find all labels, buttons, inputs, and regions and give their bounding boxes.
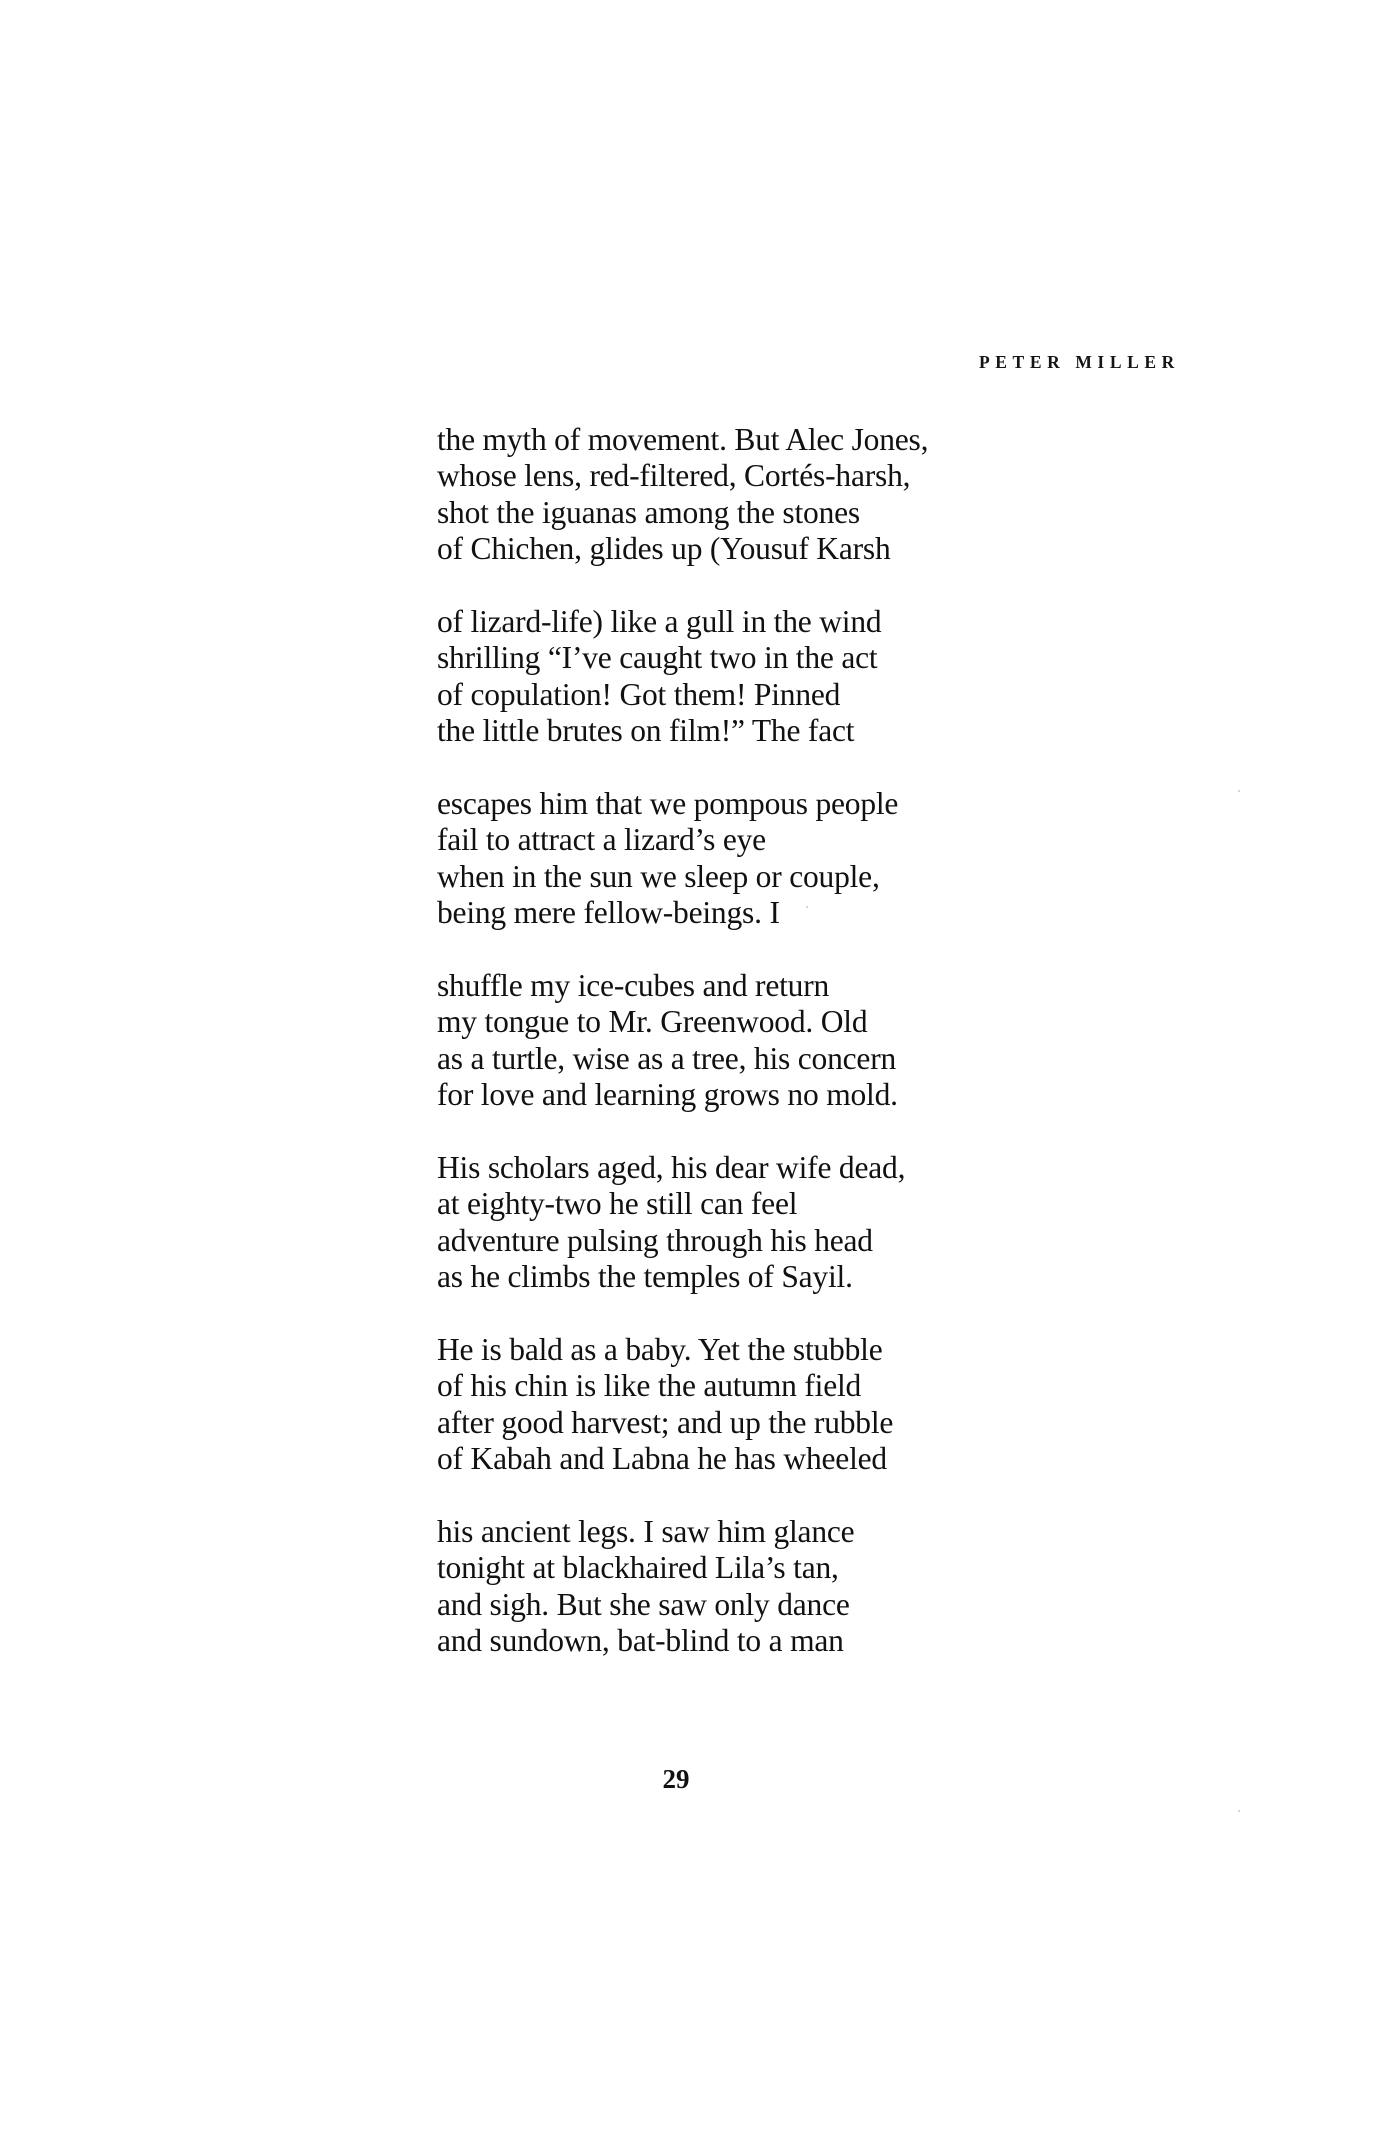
poem-line: of his chin is like the autumn field [437,1368,862,1404]
poem-line: being mere fellow-beings. I [437,895,780,931]
poem-line: as a turtle, wise as a tree, his concern [437,1040,897,1076]
poem-line: adventure pulsing through his head [437,1222,873,1258]
poem-line: of Chichen, glides up (Yousuf Karsh [437,531,891,567]
poem-line: and sundown, bat-blind to a man [437,1622,844,1658]
poem-line: at eighty-two he still can feel [437,1186,798,1222]
poem-line: of lizard-life) like a gull in the wind [437,603,882,639]
running-head-author: PETER MILLER [979,352,1180,372]
poem-line: and sigh. But she saw only dance [437,1586,850,1622]
poem-line: of Kabah and Labna he has wheeled [437,1440,887,1476]
poem-line: after good harvest; and up the rubble [437,1404,894,1440]
poem-line: His scholars aged, his dear wife dead, [437,1149,906,1185]
scan-speck [1238,790,1240,792]
scan-speck [1238,1810,1240,1812]
poem-line: tonight at blackhaired Lila’s tan, [437,1550,839,1586]
poem-line: when in the sun we sleep or couple, [437,858,880,894]
poem-body [437,422,997,1696]
page-number: 29 [662,1764,690,1794]
stanza-3 [437,786,997,932]
poem-line: the little brutes on film!” The fact [437,713,855,749]
poem-line: whose lens, red-filtered, Cortés-harsh, [437,458,911,494]
poem-line: his ancient legs. I saw him glance [437,1513,855,1549]
poem-line: shrilling “I’ve caught two in the act [437,640,878,676]
stanza-1 [437,422,997,568]
stanza-7 [437,1514,997,1660]
poem-line: the myth of movement. But Alec Jones, [437,422,929,457]
poem-line: shot the iguanas among the stones [437,494,860,530]
poem-line: fail to attract a lizard’s eye [437,822,766,858]
poem-line: shuffle my ice-cubes and return [437,967,830,1003]
poem-line: my tongue to Mr. Greenwood. Old [437,1004,868,1040]
poem-line: as he climbs the temples of Sayil. [437,1258,853,1294]
stanza-4 [437,968,997,1114]
scan-speck [806,906,808,908]
poem-line: escapes him that we pompous people [437,785,899,821]
poem-line: He is bald as a baby. Yet the stubble [437,1331,883,1367]
stanza-6 [437,1332,997,1478]
stanza-5 [437,1150,997,1296]
stanza-2 [437,604,997,750]
poem-line: of copulation! Got them! Pinned [437,676,841,712]
poem-line: for love and learning grows no mold. [437,1077,898,1113]
